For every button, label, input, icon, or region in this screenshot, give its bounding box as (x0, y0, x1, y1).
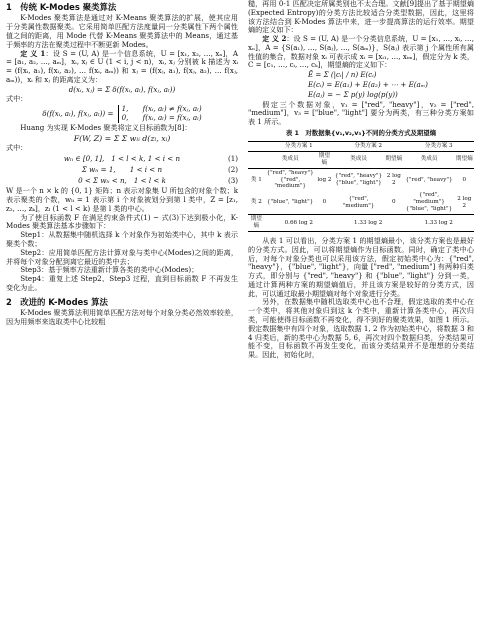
equation-2-number: (2) (227, 164, 238, 174)
table-cell: log 2 (317, 176, 332, 183)
equation-delta-case1: 1, f(xᵢ, aₗ) ≠ f(xⱼ, aₗ) (121, 104, 202, 114)
table-cell (403, 191, 454, 214)
table-cell: 2 log 2 (386, 173, 401, 187)
table-cell: 0 (462, 176, 467, 183)
equation-delta-left: δ(f(xᵢ, aₗ), f(xⱼ, aₗ)) = (42, 109, 114, 119)
step-2: Step2：应用简单匹配方法计算对象与类中心(Modes)之间的距离，并将每个对象分配到离它最近的类中去； (6, 247, 238, 266)
table-cell: 0 (384, 191, 403, 214)
shi-label-2: 式中： (6, 143, 28, 153)
equation-delta (6, 105, 238, 123)
table-row (248, 191, 474, 214)
table-expected-value: 1.33 log 2 (403, 215, 474, 232)
table-cell (333, 168, 384, 191)
table-row-label: 期望熵 (248, 215, 265, 232)
paragraph-huang: Huang 为实现 K-Modes 聚类将定义目标函数为[8]： (20, 122, 192, 132)
table-cell: {"red", "heavy"} (405, 176, 453, 183)
table-expected-value: 1.33 log 2 (333, 215, 403, 232)
definition-2-text: ：设 S = (U, A) 是一个分类信息系统，U = [x₁, …, xᵢ, …, xₙ]，A = {S(a₁), …, S(aⱼ), …, S(aₘ)}，S(aⱼ) 表示第 j 个属性所有属性值的集合，数据对象 xᵢ 可表示成 xᵢ = [xᵢ₁, …, xᵢₘ]，假定分为 k 类，C = [c₁, …, cᵢ, …, cₖ]，期望熵的定义如下： (248, 34, 475, 70)
step-4: Step4：重复上述 Step2、Step3 过程，直到目标函数 F 不再发生变化为止。 (6, 274, 238, 292)
equation-3-body: 0 < Σ wₗᵢ < n, 1 < l < k (78, 175, 166, 185)
table-cell-line: {"blue", "light"} (405, 206, 453, 213)
table-subheader: 期望熵 (384, 151, 403, 168)
table-subheader: 类成员 (403, 151, 454, 168)
shi-label-1: 式中： (6, 94, 28, 104)
equation-distance: d(xᵢ, xⱼ) = Σ δ(f(xᵢ, aₗ), f(xⱼ, aₗ)) (68, 84, 176, 94)
paragraph-assume: 假定三个数据对象，v₁ = ["red", "heavy"]，v₂ = ["red", "medium"]，v₃ = ["blue", "light"] 要分为两类，有三种分类方案如表 1 所示。 (248, 99, 474, 127)
table-cell: 2 log 2 (455, 191, 474, 214)
table-subheader: 类成员 (333, 151, 384, 168)
table-scheme-header-2: 分类方案 2 (333, 141, 403, 151)
paragraph-improved: K-Modes 聚类算法利用简单匹配方法对每个对象分类必然效率较差，因为用频率来选取类中心比较粗 (6, 308, 238, 326)
equation-2-body: Σ wₗᵢ = 1, 1 < i < n (81, 164, 163, 174)
table-subheader: 期望熵 (455, 151, 474, 168)
table-cell (265, 168, 316, 191)
definition-2 (248, 35, 474, 70)
table-scheme-header-1: 分类方案 1 (265, 141, 333, 151)
section-title-1: 1 传统 K-Modes 聚类算法 (6, 2, 117, 12)
table-expected-value: 0.66 log 2 (265, 215, 333, 232)
equation-3-number: (3) (227, 175, 238, 185)
table-corner (248, 141, 265, 151)
entropy-table (248, 141, 474, 232)
table-cell-line: {"blue", "light"} (335, 180, 382, 187)
paragraph-minimize: 为了使目标函数 F 在满足约束条件式(1) ~ 式(3)下达到极小化，K-Modes 聚类算法基本步骤如下： (6, 212, 238, 231)
table-cell: 0 (316, 191, 333, 214)
equation-delta-case2: 0, f(xᵢ, aₗ) = f(xⱼ, aₗ) (121, 113, 202, 123)
equation-1-body: wₗᵢ ∈ [0, 1], 1 < l < k, 1 < i < n (63, 154, 181, 164)
table-row-expected (248, 215, 474, 232)
table-cell-line: {"red", "heavy"} (266, 169, 314, 176)
right-column (248, 0, 474, 360)
equation-3 (6, 177, 238, 186)
table-subheader: 类成员 (265, 151, 316, 168)
definition-1-text: ：设 S = (U, A) 是一个信息系统，U = [x₁, x₂, …, xₙ]，A = [a₁, a₂, …, aₘ]，xᵢ, xⱼ ∈ U (1 < i, j < n)，xᵢ, xⱼ 分别被 k 描述为 xᵢ = (f(xᵢ, a₁), f(xᵢ, a₂), … f(xᵢ, aₘ)) 和 xⱼ = (f(xⱼ, a₁), f(xⱼ, a₂), … f(xⱼ, aₘ))，xᵢ 和 xⱼ 的距离定义为： (6, 48, 238, 84)
paragraph-random-center: 另外，在数据集中随机选取类中心也不合理，假定选取的类中心在一个类中，将其他对象归到这 k 个类中，重新计算各类中心，再次归类，可能使得目标函数不再变化，得不到好的聚类效果，如图 1 所示。假定数据集中有四个对象，选取数据 1, 2 作为初始类中心，将数据 3 和 4 归类后，新的类中心为数据 5, 6，再次对四个数据归类，分类结果可能不变，目标函数不再发生变化，而该分类结果并不是理想的分类结果。因此，初始化时， (248, 297, 474, 360)
table-cell: {"red", "medium"} (333, 191, 384, 214)
table-caption: 表 1 对数据集{v₁,v₂,v₃}不同的分类方式及期望熵 (285, 128, 437, 137)
table-row (248, 168, 474, 191)
equation-expected-entropy: Ē = Σ (|cᵢ| / n) E(cᵢ) (308, 70, 377, 80)
table-row-label: 类 1 (250, 176, 262, 183)
paragraph-continued: 糙，再用 0-1 匹配决定所属类别也不太合理。文献[9]提出了基于期望熵(Expected Entropy)的分类方法比较适合分类型数据，因此，这里将该方法结合到 K-Modes 算法中来，进一步提高算法的运行效率。期望熵的定义如下： (248, 0, 474, 35)
table-row-label: 类 2 (248, 191, 265, 214)
equation-1 (6, 155, 238, 164)
table-cell-line: {"red", "medium"} (274, 176, 306, 190)
step-1: Step1：从数据集中随机选择 k 个对象作为初始类中心，其中 k 表示聚类个数； (6, 230, 238, 249)
paragraph-intro: K-Modes 聚类算法是通过对 K-Means 聚类算法的扩展，使其应用于分类属性数据聚类。它采用简单匹配方法度量同一分类属性下两个属性值之间的距离，用 Mode 代替 K-Means 聚类算法中的 Means，通过基于频率的方法在聚类过程中不断更新 Modes。 (6, 13, 238, 49)
paragraph-w-matrix: W 是一个 n × k 的 {0, 1} 矩阵；n 表示对象集 U 所包含的对象个数；k 表示聚类的个数，wₗᵢ = 1 表示第 i 个对象被划分到第 l 类中，Z = [z₁, z₂, …, zₖ]，zₗ (1 < l < k) 是第 l 类的中心。 (6, 186, 238, 213)
left-column (6, 0, 238, 327)
table-cell-line: {"red", "heavy"} (334, 173, 383, 180)
equation-1-number: (1) (227, 154, 238, 164)
step-3: Step3：基于频率方法重新计算各类的类中心(Modes)； (20, 265, 199, 275)
section-title-2: 2 改进的 K-Modes 算法 (6, 296, 108, 307)
definition-2-label: 定 义 2 (262, 34, 287, 44)
paragraph-table-analysis: 从表 1 可以看出，分类方案 1 的期望熵最小，该分类方案也是最好的分类方式。因此，可以将期望熵作为目标函数。同时，确定了类中心后，对每个对象分类也可以采用该方法，假定初始类中心为：{"red", "heavy"}，{"blue", "light"}，向量 ["red", "medium"] 有两种归类方式，即分别与 {"red", "heavy"} 和 {"blue", "light"} 分到一类，通过计算两种方案的期望熵值后，并且该方案是较好的分类方式，因此，可以通过取最小期望熵对每个对象进行分类。 (248, 236, 474, 298)
table-cell-line: {"red", "medium"} (413, 192, 445, 206)
equation-attribute-entropy: E(aⱼ) = − Σ p(y) log(p(y)) (308, 89, 398, 99)
definition-1 (6, 50, 238, 85)
definition-1-label: 定 义 1 (20, 48, 46, 58)
table-scheme-header-3: 分类方案 3 (403, 141, 474, 151)
equation-objective: F(W, Z) = Σ Σ wₗᵢ d(zₗ, xᵢ) (73, 133, 171, 143)
table-cell: {"blue", "light"} (265, 191, 316, 214)
table-subheader: 期望熵 (316, 151, 333, 168)
table-subheader-blank (248, 151, 265, 168)
equation-2 (6, 166, 238, 175)
equation-cluster-entropy: E(cᵢ) = E(a₁) + E(a₂) + ⋯ + E(aₘ) (308, 80, 428, 90)
